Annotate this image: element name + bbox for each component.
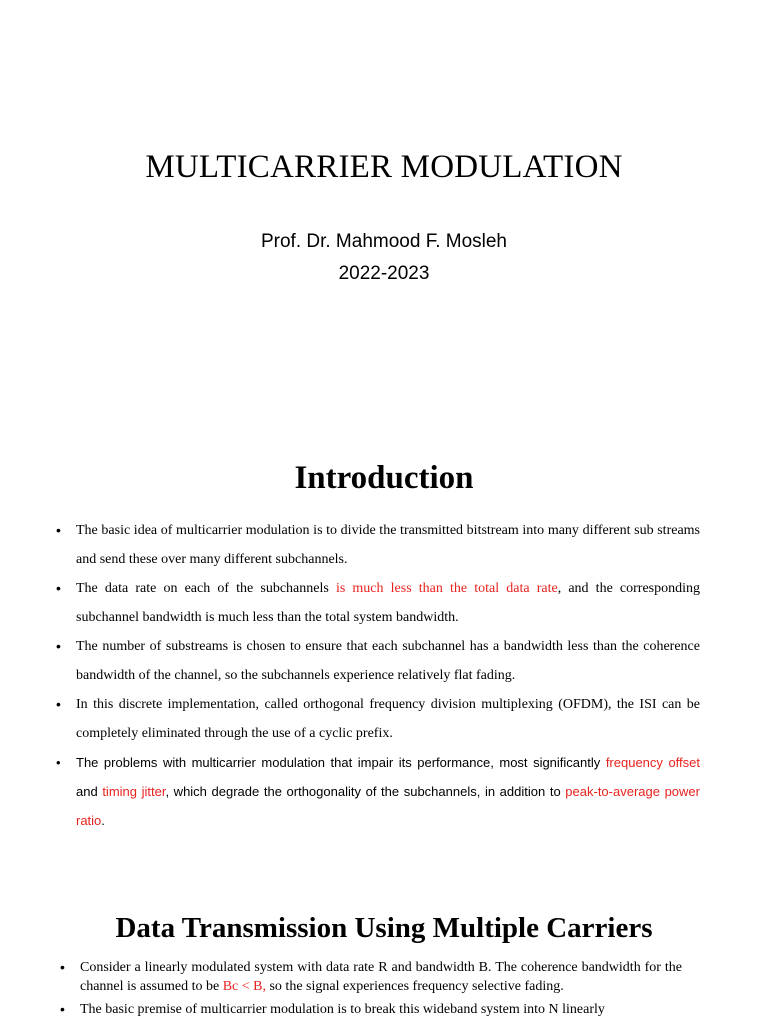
- title-slide: [0, 0, 768, 430]
- bullet-text: so the signal experiences frequency selective fading.: [265, 979, 564, 994]
- bullet-dot: •: [60, 959, 65, 975]
- bullet-text: The problems with multicarrier modulation that impair its performance, most significantly: [76, 755, 606, 770]
- bullet-text: The basic idea of multicarrier modulation is to divide the transmitted bitstream into many different sub streams and send these over many different subchannels.: [76, 523, 700, 567]
- highlighted-text: is much less than the total data rate: [335, 581, 558, 596]
- bullet-dot: •: [56, 580, 61, 596]
- introduction-slide: [0, 430, 768, 890]
- bullet-item: [56, 516, 700, 574]
- introduction-heading: Introduction: [294, 460, 474, 496]
- bullet-text: In this discrete implementation, called orthogonal frequency division multiplexing (OFDM), the ISI can be completely eliminated through the use of a cyclic prefix.: [76, 697, 700, 741]
- bullet-dot: •: [56, 696, 61, 712]
- bullet-item: [60, 958, 682, 996]
- highlighted-text: Bc < B,: [222, 979, 266, 994]
- bullet-item: [56, 690, 700, 748]
- bullet-item: [56, 574, 700, 632]
- slide-title: MULTICARRIER MODULATION: [145, 149, 623, 185]
- bullet-item: [56, 748, 700, 835]
- introduction-bullet-list: [56, 516, 700, 835]
- highlighted-text: timing jitter: [102, 784, 166, 799]
- bullet-item: [60, 1000, 682, 1019]
- highlighted-text: peak-to-average power ratio: [76, 784, 700, 828]
- bullet-dot: •: [56, 522, 61, 538]
- bullet-text: .: [101, 813, 105, 828]
- data-transmission-slide: [0, 892, 768, 1024]
- bullet-dot: •: [56, 755, 61, 770]
- bullet-dot: •: [56, 638, 61, 654]
- bullet-text: The data rate on each of the subchannels: [76, 581, 336, 596]
- data-transmission-bullet-list: [60, 958, 682, 1023]
- bullet-text: and: [76, 784, 103, 799]
- academic-year: 2022-2023: [338, 263, 430, 284]
- bullet-text: , and the corresponding subchannel bandwidth is much less than the total system bandwidth.: [76, 581, 701, 625]
- highlighted-text: frequency offset: [605, 755, 701, 770]
- author-name: Prof. Dr. Mahmood F. Mosleh: [260, 231, 508, 252]
- bullet-item: [56, 632, 700, 690]
- bullet-dot: •: [60, 1001, 65, 1017]
- bullet-text: The number of substreams is chosen to ensure that each subchannel has a bandwidth less than the coherence bandwidth of the channel, so the subchannels experience relatively flat fading.: [76, 639, 700, 683]
- bullet-text: , which degrade the orthogonality of the subchannels, in addition to: [165, 784, 566, 799]
- bullet-text: The basic premise of multicarrier modulation is to break this wideband system into N linearly: [80, 1002, 605, 1017]
- bullet-text: Consider a linearly modulated system with data rate R and bandwidth B. The coherence bandwidth for the channel is assumed to be: [80, 960, 682, 994]
- data-transmission-heading: Data Transmission Using Multiple Carriers: [115, 912, 653, 944]
